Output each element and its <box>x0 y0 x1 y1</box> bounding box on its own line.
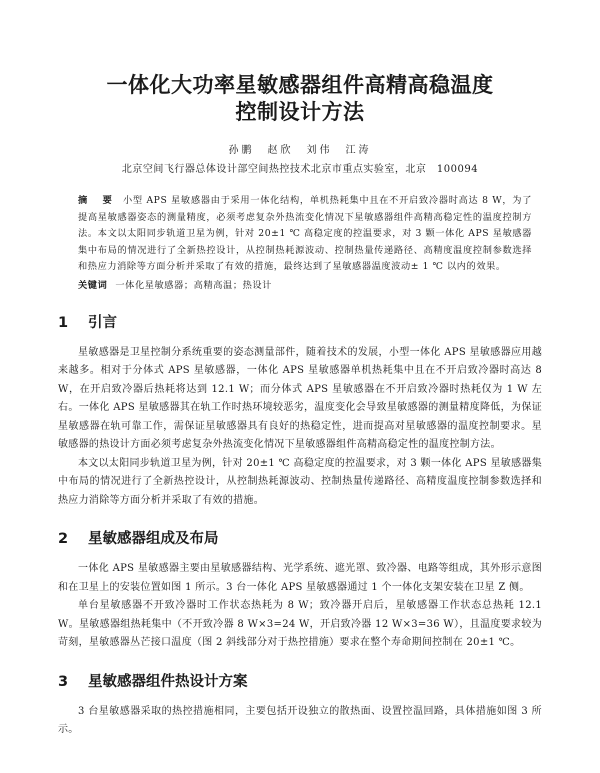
section-1-paragraph-1: 星敏感器是卫星控制分系统重要的姿态测量部件，随着技术的发展，小型一体化 APS 星敏感器应用越来越多。相对于分体式 APS 星敏感器，一体化 APS 星敏感器单机热耗集中且在不开启致冷器时高达 8 W，在开启致冷器后热耗将达到 12.1 W；而分体式 APS 星敏感器在不开启致冷器时热耗仅为 1 W 左右。一体化 APS 星敏感器其在轨工作时热环境较恶劣，温度变化会导致星敏感器的测量精度降低，为保证星敏感器在轨可靠工作，需保证星敏感器具有良好的热稳定性，进而提高对星敏感器的温度控制要求。星敏感器的热设计方面必须考虑复杂外热流变化情况下星敏感器组件高精高稳定性的温度控制方法。 <box>58 346 542 450</box>
section-2-heading <box>58 527 542 548</box>
section-1-heading <box>58 311 542 332</box>
section-number: 1 <box>58 314 69 331</box>
section-2-paragraph-2: 单台星敏感器不开致冷器时工作状态热耗为 8 W；致冷器开启后，星敏感器工作状态总热耗 12.1 W。星敏感器组热耗集中（不开致冷器 8 W×3=24 W，开启致冷器 12 W×3=36 W），且温度要求较为苛刻，星敏感器丛芒接口温度（图 2 斜线部分对于热控措施）要求在整个寿命期间控制在 20±1 ℃。 <box>58 600 542 648</box>
keywords <box>78 278 532 294</box>
abstract <box>78 193 532 276</box>
abstract-label: 摘 要 <box>78 195 115 206</box>
section-number: 2 <box>58 531 69 547</box>
title-line-2: 控制设计方法 <box>235 100 365 124</box>
keywords-text: 一体化星敏感器；高精高温；热设计 <box>115 279 272 291</box>
author-affiliation: 北京空间飞行器总体设计部空间热控技术北京市重点实验室，北京 100094 <box>121 164 479 175</box>
section-1-paragraph-2: 本文以太阳同步轨道卫星为例，针对 20±1 ℃ 高稳定度的控温要求，对 3 颗一体化 APS 星敏感器集中布局的情况进行了全新热控设计，从控制热耗源波动、控制热量传递路径、高精度温度控制参数选择和热应力消除等方面分析并采取了有效的措施。 <box>58 457 542 506</box>
section-title: 星敏感器组成及布局 <box>88 531 219 547</box>
paper-title <box>58 72 542 126</box>
abstract-text: 小型 APS 星敏感器由于采用一体化结构，单机热耗集中且在不开启致冷器时高达 8 W，为了提高星敏感器姿态的测量精度，必须考虑复杂外热流变化情况下星敏感器组件高精高稳定性的温度控制方法。本文以太阳同步轨道卫星为例，针对 20±1 ℃ 高稳定度的控温要求，对 3 颗一体化 APS 星敏感器集中布局的情况进行了全新热控设计，从控制热耗源波动、控制热量传递路径、高精度温度控制参数选择和热应力消除等方面分析并采取了有效的措施，最终达到了星敏感器温度波动± 1 ℃ 以内的效果。 <box>78 195 532 272</box>
keywords-label: 关键词 <box>78 279 108 291</box>
section-3-heading <box>58 670 542 691</box>
section-2-paragraph-1: 一体化 APS 星敏感器主要由星敏感器结构、光学系统、遮光罩、致冷器、电路等组成，其外形示意图和在卫星上的安装位置如图 1 所示。3 台一体化 APS 星敏感器通过 1 个一体化支架安装在卫星 Z 侧。 <box>58 563 542 593</box>
section-3-paragraph-1: 3 台星敏感器采取的热控措施相同，主要包括开设独立的散热面、设置控温回路，具体措施如图 3 所示。 <box>58 705 542 735</box>
author-list: 孙鹏 赵欣 刘伟 江涛 <box>228 145 372 156</box>
section-title: 引言 <box>88 314 117 331</box>
title-line-1: 一体化大功率星敏感器组件高精高稳温度 <box>106 73 494 97</box>
section-title: 星敏感器组件热设计方案 <box>88 673 248 690</box>
section-number: 3 <box>58 673 69 690</box>
